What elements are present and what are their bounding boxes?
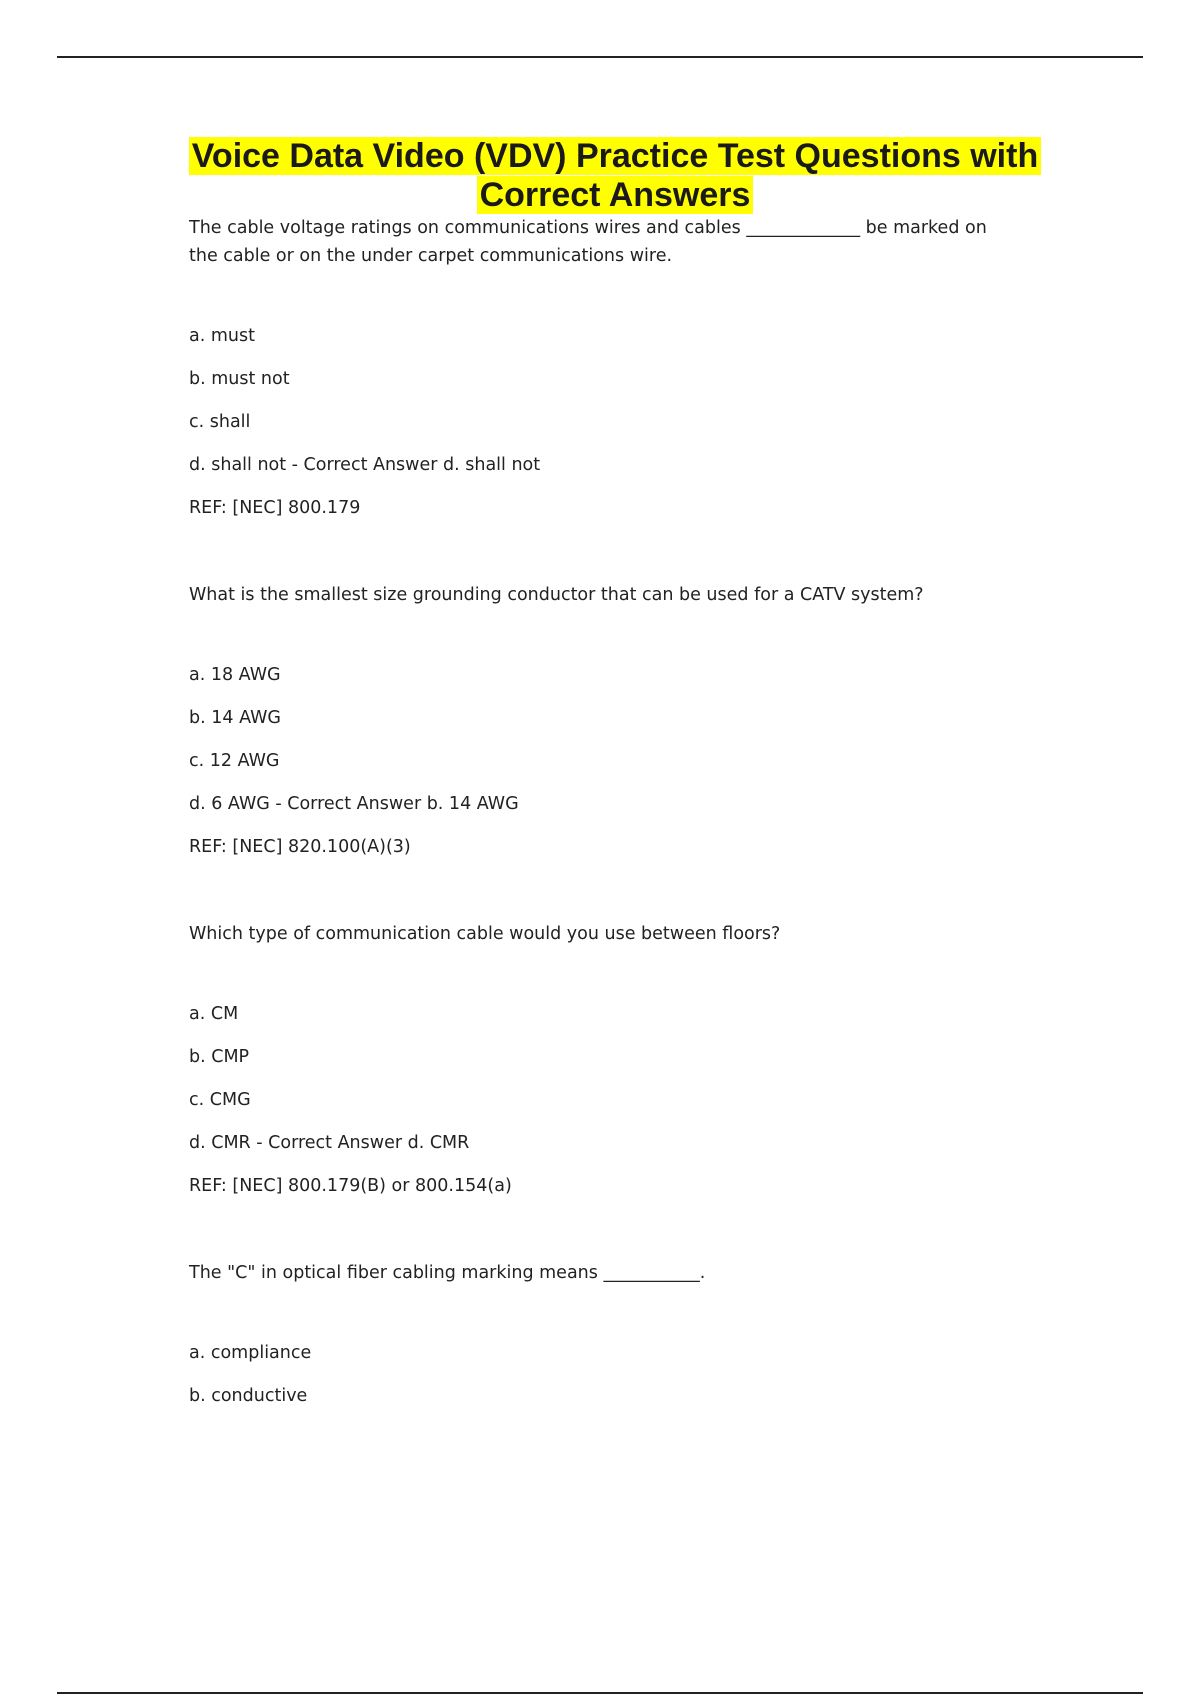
question-text: The "C" in optical fiber cabling marking means ___________. (189, 1263, 706, 1283)
reference: REF: [NEC] 820.100(A)(3) (189, 837, 411, 857)
option-b: b. 14 AWG (189, 708, 281, 728)
header-rule (57, 56, 1143, 58)
reference: REF: [NEC] 800.179 (189, 498, 361, 518)
option-d-correct-answer: d. 6 AWG - Correct Answer b. 14 AWG (189, 794, 519, 814)
question-text: The cable voltage ratings on communications wires and cables _____________ be marked on the cable or on the under carpet communications wire. (189, 218, 987, 266)
question-block-1 (189, 214, 1019, 541)
answer-blank: ___________ (603, 1263, 700, 1283)
option-a: a. 18 AWG (189, 665, 281, 685)
option-d-correct-answer: d. shall not - Correct Answer d. shall not (189, 455, 541, 475)
option-a: a. compliance (189, 1343, 312, 1363)
option-a: a. CM (189, 1004, 239, 1024)
title-line-1: Voice Data Video (VDV) Practice Test Questions with (189, 137, 1041, 175)
question-text: Which type of communication cable would you use between floors? (189, 924, 781, 944)
question-block-4 (189, 1259, 1019, 1429)
title-line-2: Correct Answers (477, 176, 754, 214)
reference: REF: [NEC] 800.179(B) or 800.154(a) (189, 1176, 512, 1196)
option-c: c. 12 AWG (189, 751, 280, 771)
document-title (150, 137, 1080, 215)
option-b: b. conductive (189, 1386, 308, 1406)
option-b: b. must not (189, 369, 290, 389)
answer-blank: _____________ (746, 218, 861, 238)
question-list (189, 214, 1019, 1429)
footer-rule (57, 1692, 1143, 1694)
option-a: a. must (189, 326, 255, 346)
option-b: b. CMP (189, 1047, 250, 1067)
question-text: What is the smallest size grounding conductor that can be used for a CATV system? (189, 585, 924, 605)
option-c: c. CMG (189, 1090, 251, 1110)
option-c: c. shall (189, 412, 251, 432)
option-d-correct-answer: d. CMR - Correct Answer d. CMR (189, 1133, 470, 1153)
question-block-3 (189, 920, 1019, 1219)
question-block-2 (189, 581, 1019, 880)
